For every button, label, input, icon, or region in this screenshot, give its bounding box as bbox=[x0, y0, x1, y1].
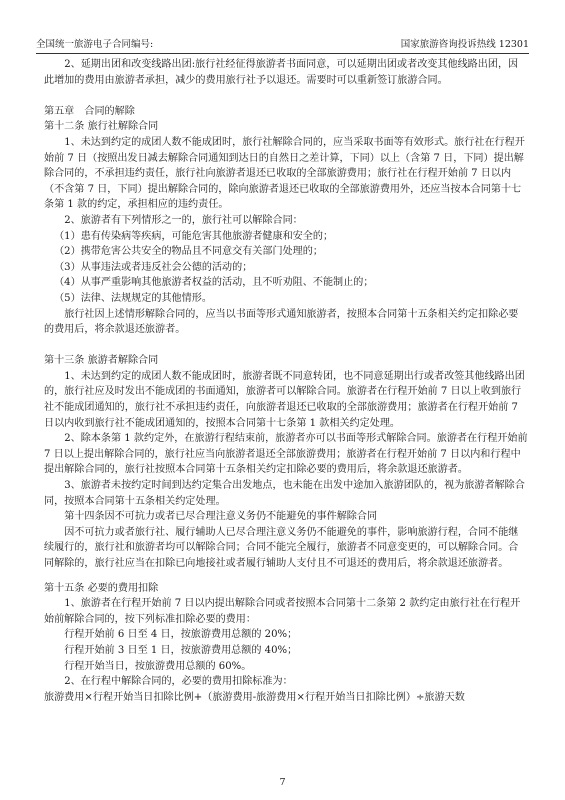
article-12-item: （3）从事违法或者违反社会公德的活动的； bbox=[54, 261, 253, 273]
article-12-item: （5）法律、法规规定的其他情形。 bbox=[54, 292, 212, 304]
article-15-item: 行程开始前 3 日至 1 日，按旅游费用总额的 40%； bbox=[64, 644, 298, 656]
article-13-paragraph-3: 3、旅游者未按约定时间到达约定集合出发地点，也未能在出发中途加入旅游团队的，视为旅游者解除合同，按照本合同第十五条相关约定处理。 bbox=[44, 480, 525, 507]
intro-paragraph: 2、延期出团和改变线路出团:旅行社经征得旅游者书面同意，可以延期出团或者改变其他线路出团，因此增加的费用由旅游者承担，减少的费用旅行社予以退还。需要时可以重新签订旅游合同。 bbox=[44, 59, 519, 86]
article-12-title: 第十二条 旅行社解除合同 bbox=[44, 121, 159, 133]
article-12-item: （2）携带危害公共安全的物品且不同意交有关部门处理的； bbox=[54, 246, 323, 258]
article-15-item: 行程开始当日，按旅游费用总额的 60%。 bbox=[64, 660, 252, 672]
article-12-item: （4）从事严重影响其他旅游者权益的活动，且不听劝阻、不能制止的； bbox=[54, 277, 374, 289]
complaint-hotline: 国家旅游咨询投诉热线 12301 bbox=[400, 39, 529, 50]
article-15-paragraph-2: 2、在行程中解除合同的，必要的费用扣除标准为： bbox=[64, 676, 293, 688]
document-body bbox=[44, 57, 528, 705]
article-13-paragraph-2: 2、除本条第 1 款约定外，在旅游行程结束前，旅游者亦可以书面等形式解除合同。旅游者在行程开始前 7 日以上提出解除合同的，旅行社应当向旅游者退还全部旅游费用；旅游者在行程开始前 7 日以内和行程中提出解除合同的，旅行社按照本合同第十五条相关约定扣除必要的费用后，将余款退还旅游者。 bbox=[44, 433, 528, 476]
article-12-paragraph-2: 2、旅游者有下列情形之一的，旅行社可以解除合同： bbox=[64, 214, 303, 226]
article-12-paragraph-1: 1、未达到约定的成团人数不能成团时，旅行社解除合同的，应当采取书面等有效形式。旅行社在行程开始前 7 日（按照出发日减去解除合同通知到达日的自然日之差计算，下同）以上（含第 7 日，下同）提出解除合同的，不承担违约责任，旅行社向旅游者退还已收取的全部旅游费用；旅行社在行程开始前 7 日以内（不含第 7 日，下同）提出解除合同的，除向旅游者退还已收取的全部旅游费用外，还应当按本合同第十七条第 1 款的约定，承担相应的违约责任。 bbox=[44, 136, 525, 211]
article-12-paragraph-3: 旅行社因上述情形解除合同的，应当以书面等形式通知旅游者，按照本合同第十五条相关约定扣除必要的费用后，将余款退还旅游者。 bbox=[44, 308, 519, 336]
article-14-title: 第十四条因不可抗力或者已尽合理注意义务仍不能避免的事件解除合同 bbox=[64, 511, 378, 523]
article-15-item: 行程开始前 6 日至 4 日，按旅游费用总额的 20%； bbox=[64, 629, 298, 641]
article-13-title: 第十三条 旅游者解除合同 bbox=[44, 355, 159, 367]
page-number: 7 bbox=[279, 777, 286, 788]
chapter-heading: 第五章 合同的解除 bbox=[44, 105, 135, 117]
contract-number-label: 全国统一旅游电子合同编号: bbox=[36, 39, 154, 50]
article-15-paragraph-1: 1、旅游者在行程开始前 7 日以内提出解除合同或者按照本合同第十二条第 2 款约定由旅行社在行程开始前解除合同的，按下列标准扣除必要的费用： bbox=[44, 598, 521, 625]
article-14-paragraph-1: 因不可抗力或者旅行社、履行辅助人已尽合理注意义务仍不能避免的事件，影响旅游行程，合同不能继续履行的，旅行社和旅游者均可以解除合同；合同不能完全履行，旅游者不同意变更的，可以解除合同。合同解除的，旅行社应当在扣除已向地接社或者履行辅助人支付且不可退还的费用后，将余款退还旅游者。 bbox=[44, 526, 519, 569]
article-15-formula: 旅游费用×行程开始当日扣除比例+（旅游费用-旅游费用×行程开始当日扣除比例）÷旅游天数 bbox=[44, 691, 465, 703]
article-15-title: 第十五条 必要的费用扣除 bbox=[44, 582, 159, 594]
article-12-item: （1）患有传染病等疾病，可能危害其他旅游者健康和安全的； bbox=[54, 230, 334, 242]
page-header bbox=[36, 37, 529, 54]
article-13-paragraph-1: 1、未达到约定的成团人数不能成团时，旅游者既不同意转团，也不同意延期出行或者改签其他线路出团的，旅行社应及时发出不能成团的书面通知，旅游者可以解除合同。旅游者在行程开始前 7 日以上收到旅行社不能成团通知的，旅行社不承担违约责任，向旅游者退还已收取的全部旅游费用；旅游者在行程开始前 7 日以内收到旅行社不能成团通知的，按照本合同第十七条第 1 款相关约定处理。 bbox=[44, 370, 525, 429]
